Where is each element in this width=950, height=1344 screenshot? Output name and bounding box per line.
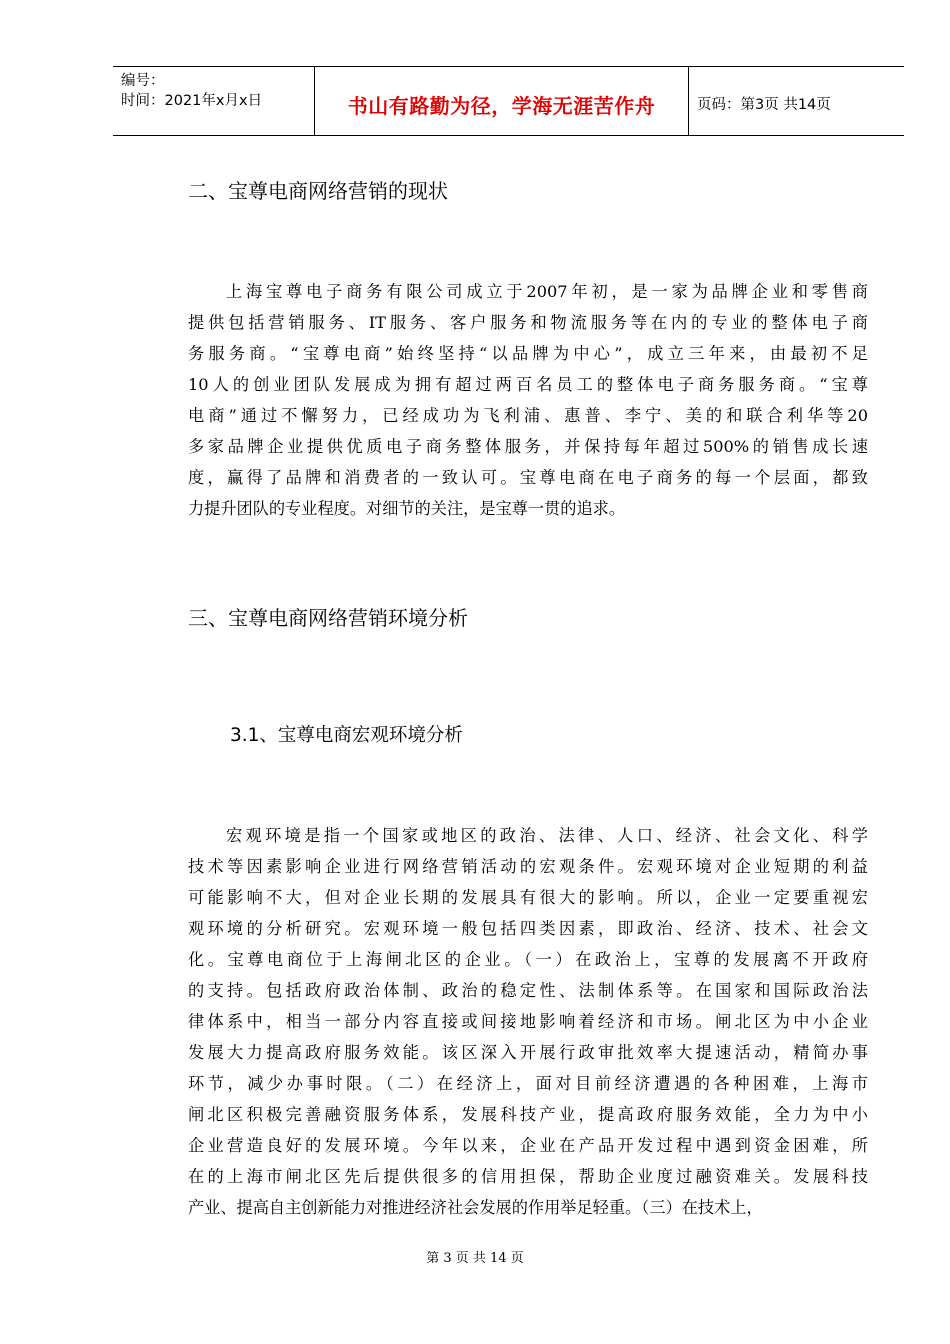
- paragraph-line: 产业、提高自主创新能力对推进经济社会发展的作用举足轻重。（三）在技术上，: [188, 1198, 763, 1217]
- paragraph-line: 环节，减少办事时限。（二）在经济上，面对目前经济遭遇的各种困难，上海市: [188, 1074, 868, 1093]
- header-motto: 书山有路勤为径，学海无涯苦作舟: [315, 67, 689, 135]
- time-label: 时间：2021年x月x日: [121, 93, 263, 109]
- paragraph-line: 多家品牌企业提供优质电子商务整体服务，并保持每年超过500%的销售成长速: [188, 437, 868, 456]
- paragraph-line: 闸北区积极完善融资服务体系，发展科技产业，提高政府服务效能，全力为中小: [188, 1105, 868, 1124]
- section-2-title: 二、宝尊电商网络营销的现状: [188, 179, 448, 203]
- paragraph-line: 企业营造良好的发展环境。今年以来，企业在产品开发过程中遇到资金困难，所: [188, 1136, 868, 1155]
- paragraph-line: 技术等因素影响企业进行网络营销活动的宏观条件。宏观环境对企业短期的利益: [188, 857, 868, 876]
- header-page-info: 页码：第3页 共14页: [697, 96, 831, 113]
- paragraph-line: 度，赢得了品牌和消费者的一致认可。宝尊电商在电子商务的每一个层面，都致: [188, 468, 868, 487]
- section-2-paragraph: [188, 276, 868, 524]
- paragraph-line: 电商”通过不懈努力，已经成功为飞利浦、惠普、李宁、美的和联合利华等20: [188, 406, 868, 425]
- paragraph-line: 化。宝尊电商位于上海闸北区的企业。（一）在政治上，宝尊的发展离不开政府: [188, 950, 868, 969]
- paragraph-line: 发展大力提高政府服务效能。该区深入开展行政审批效率大提速活动，精简办事: [188, 1043, 868, 1062]
- header-meta: [113, 67, 315, 135]
- paragraph-line: 宏观环境是指一个国家或地区的政治、法律、人口、经济、社会文化、科学: [226, 826, 868, 845]
- paragraph-line: 10人的创业团队发展成为拥有超过两百名员工的整体电子商务服务商。“宝尊: [188, 375, 868, 394]
- page-footer: 第 3 页 共 14 页: [426, 1251, 524, 1266]
- paragraph-line: 的支持。包括政府政治体制、政治的稳定性、法制体系等。在国家和国际政治法: [188, 981, 868, 1000]
- paragraph-line: 在的上海市闸北区先后提供很多的信用担保，帮助企业度过融资难关。发展科技: [188, 1167, 868, 1186]
- section-3-title: 三、宝尊电商网络营销环境分析: [188, 606, 468, 630]
- paragraph-line: 观环境的分析研究。宏观环境一般包括四类因素，即政治、经济、技术、社会文: [188, 919, 868, 938]
- section-3-1-paragraph: [188, 820, 868, 1223]
- paragraph-line: 可能影响不大，但对企业长期的发展具有很大的影响。所以，企业一定要重视宏: [188, 888, 868, 907]
- paragraph-line: 力提升团队的专业程度。对细节的关注，是宝尊一贯的追求。: [188, 499, 626, 518]
- paragraph-line: 提供包括营销服务、IT服务、客户服务和物流服务等在内的专业的整体电子商: [188, 313, 868, 332]
- paragraph-line: 律体系中，相当一部分内容直接或间接地影响着经济和市场。闸北区为中小企业: [188, 1012, 868, 1031]
- page-header: [113, 66, 904, 136]
- serial-label: 编号：: [121, 73, 165, 89]
- section-3-1-title: 3.1、宝尊电商宏观环境分析: [230, 725, 463, 746]
- paragraph-line: 务服务商。“宝尊电商”始终坚持“以品牌为中心”，成立三年来，由最初不足: [188, 344, 868, 363]
- paragraph-line: 上海宝尊电子商务有限公司成立于2007年初，是一家为品牌企业和零售商: [226, 282, 868, 301]
